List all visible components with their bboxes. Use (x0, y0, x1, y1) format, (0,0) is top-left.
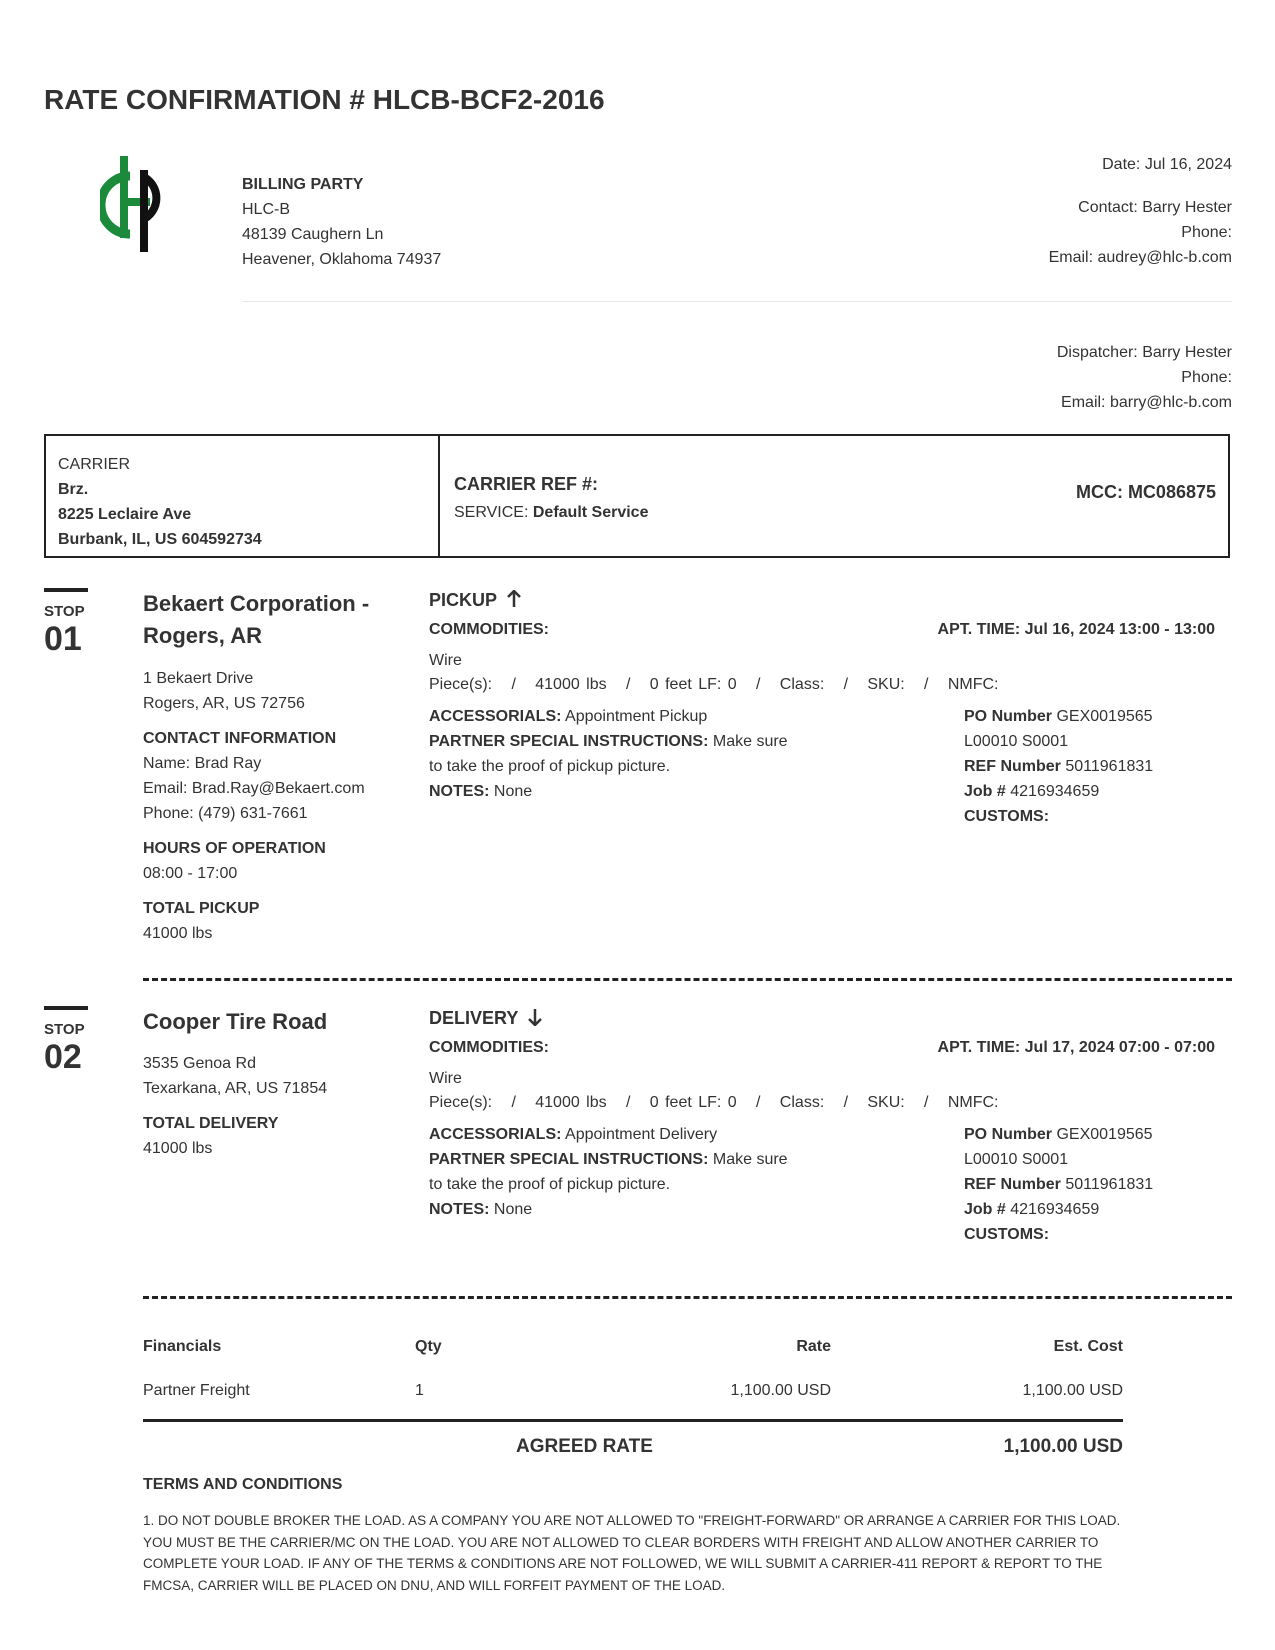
stop-details (143, 1051, 403, 1161)
notes-value: None (493, 783, 533, 800)
stop-location-name: Bekaert Corporation - Rogers, AR (143, 591, 370, 648)
apt-time: APT. TIME: Jul 16, 2024 13:00 - 13:00 (937, 621, 1215, 638)
dispatcher-phone: Phone: (1181, 369, 1232, 386)
carrier-address2: Burbank, IL, US 604592734 (58, 531, 262, 548)
header-divider (242, 301, 1232, 302)
accessorials-label: ACCESSORIALS: (429, 1126, 562, 1143)
arrow-down-icon (527, 1008, 543, 1026)
ref-value: 5011961831 (1065, 758, 1154, 775)
total-header: TOTAL PICKUP (143, 900, 260, 917)
po-label: PO Number (964, 1126, 1053, 1143)
hlc-logo-icon (100, 156, 182, 252)
accessorials-value: Appointment Delivery (565, 1126, 718, 1143)
mcc-number: MCC: MC086875 (1075, 482, 1216, 502)
billing-address2: Heavener, Oklahoma 74937 (242, 251, 442, 268)
carrier-name: Brz. (58, 481, 89, 498)
stop-separator (143, 1296, 1232, 1299)
accessorials-value: Appointment Pickup (565, 708, 708, 725)
pieces-line: Piece(s): / 41000 lbs / 0 feet LF: 0 / Class: / SKU: / NMFC: (429, 676, 999, 693)
financial-cost: 1,100.00 USD (1022, 1382, 1123, 1399)
stop-address2: Rogers, AR, US 72756 (143, 695, 305, 712)
instructions-value: Make sure to take the proof of pickup picture. (429, 1151, 788, 1193)
financial-rate: 1,100.00 USD (730, 1382, 831, 1399)
agreed-rate-label: AGREED RATE (516, 1436, 653, 1457)
financials-header: Financials (143, 1338, 222, 1355)
financials-rule (143, 1419, 1123, 1422)
apt-time: APT. TIME: Jul 17, 2024 07:00 - 07:00 (937, 1039, 1215, 1056)
commodities-label: COMMODITIES: (429, 1039, 549, 1056)
stop-type-label: DELIVERY (429, 1008, 519, 1028)
stop-address1: 3535 Genoa Rd (143, 1055, 256, 1072)
document-date: Date: Jul 16, 2024 (1102, 156, 1232, 173)
ref-label: REF Number (964, 758, 1061, 775)
qty-header: Qty (415, 1338, 442, 1355)
commodity-name: Wire (429, 652, 462, 669)
stop-number: 01 (44, 620, 82, 658)
contact-info (1049, 195, 1232, 270)
agreed-rate-value: 1,100.00 USD (1003, 1436, 1123, 1457)
total-header: TOTAL DELIVERY (143, 1115, 279, 1132)
stop-contact-phone: Phone: (479) 631-7661 (143, 805, 308, 822)
stop-number: 02 (44, 1038, 82, 1076)
stop-bar (44, 1006, 88, 1010)
arrow-up-icon (506, 590, 522, 608)
financials-header-row (143, 1338, 1123, 1372)
carrier-box (44, 434, 1230, 558)
reference-block (964, 704, 1224, 829)
service-line (454, 504, 648, 522)
carrier-address1: 8225 Leclaire Ave (58, 506, 192, 523)
billing-address1: 48139 Caughern Ln (242, 226, 384, 243)
table-row (143, 1372, 1123, 1412)
stop-contact-name: Name: Brad Ray (143, 755, 262, 772)
accessorials-block (429, 704, 789, 804)
job-value: 4216934659 (1010, 783, 1100, 800)
dispatcher-name: Dispatcher: Barry Hester (1056, 344, 1232, 361)
pieces-line: Piece(s): / 41000 lbs / 0 feet LF: 0 / Class: / SKU: / NMFC: (429, 1094, 999, 1111)
rate-header: Rate (796, 1338, 831, 1355)
stop-type (429, 590, 522, 611)
accessorials-label: ACCESSORIALS: (429, 708, 562, 725)
contact-phone: Phone: (1181, 224, 1232, 241)
total-value: 41000 lbs (143, 1140, 213, 1157)
financial-qty: 1 (415, 1382, 424, 1399)
dispatcher-email: Email: barry@hlc-b.com (1061, 394, 1232, 411)
stop-label: STOP (44, 603, 85, 620)
stop-type (429, 1008, 543, 1029)
customs-label: CUSTOMS: (964, 808, 1050, 825)
instructions-label: PARTNER SPECIAL INSTRUCTIONS: (429, 1151, 709, 1168)
job-value: 4216934659 (1010, 1201, 1100, 1218)
service-value: Default Service (532, 504, 649, 521)
stop-label: STOP (44, 1021, 85, 1038)
stop-type-label: PICKUP (429, 590, 497, 610)
stop-contact-email: Email: Brad.Ray@Bekaert.com (143, 780, 365, 797)
contact-header: CONTACT INFORMATION (143, 730, 337, 747)
ref-value: 5011961831 (1065, 1176, 1154, 1193)
stop-location-name: Cooper Tire Road (143, 1009, 328, 1034)
service-label: SERVICE: (454, 504, 529, 521)
total-value: 41000 lbs (143, 925, 213, 942)
notes-label: NOTES: (429, 783, 490, 800)
carrier-ref-label: CARRIER REF #: (454, 474, 599, 494)
reference-block (964, 1122, 1224, 1247)
contact-name: Contact: Barry Hester (1078, 199, 1232, 216)
page-title: RATE CONFIRMATION # HLCB-BCF2-2016 (44, 84, 605, 115)
terms-header: TERMS AND CONDITIONS (143, 1476, 343, 1493)
stop-address2: Texarkana, AR, US 71854 (143, 1080, 328, 1097)
stop-address1: 1 Bekaert Drive (143, 670, 254, 687)
contact-email: Email: audrey@hlc-b.com (1048, 249, 1232, 266)
terms-text: 1. DO NOT DOUBLE BROKER THE LOAD. AS A COMPANY YOU ARE NOT ALLOWED TO "FREIGHT-FORWARD" OR ARRANGE A CARRIER FOR THIS LOAD. YOU MUST BE THE CARRIER/MC ON THE LOAD. YOU ARE NOT ALLOWED TO CLEAR BORDERS WITH FREIGHT AND ALLOW ANOTHER CARRIER TO COMPLETE YOUR LOAD. IF ANY OF THE TERMS & CONDITIONS ARE NOT FOLLOWED, WE WILL SUBMIT A CARRIER-411 REPORT & REPORT TO THE FMCSA, CARRIER WILL BE PLACED ON DNU, AND WILL FORFEIT PAYMENT OF THE LOAD. (143, 1513, 1121, 1593)
stop-separator (143, 978, 1232, 981)
instructions-value: Make sure to take the proof of pickup picture. (429, 733, 788, 775)
instructions-label: PARTNER SPECIAL INSTRUCTIONS: (429, 733, 709, 750)
hours-value: 08:00 - 17:00 (143, 865, 238, 882)
billing-name: HLC-B (242, 201, 291, 218)
po-value: GEX0019565 L00010 S0001 (964, 708, 1153, 750)
commodity-name: Wire (429, 1070, 462, 1087)
hours-header: HOURS OF OPERATION (143, 840, 326, 857)
job-label: Job # (964, 1201, 1006, 1218)
po-label: PO Number (964, 708, 1053, 725)
notes-value: None (493, 1201, 533, 1218)
commodities-label: COMMODITIES: (429, 621, 549, 638)
notes-label: NOTES: (429, 1201, 490, 1218)
customs-label: CUSTOMS: (964, 1226, 1050, 1243)
carrier-label: CARRIER (58, 456, 131, 473)
po-value: GEX0019565 L00010 S0001 (964, 1126, 1153, 1168)
billing-label: BILLING PARTY (242, 176, 364, 193)
stop-details (143, 666, 403, 946)
financial-item: Partner Freight (143, 1382, 250, 1399)
accessorials-block (429, 1122, 789, 1222)
stop-bar (44, 588, 88, 592)
dispatcher-info (1057, 340, 1232, 415)
cost-header: Est. Cost (1053, 1338, 1123, 1355)
carrier-info (46, 436, 440, 556)
billing-party (242, 172, 441, 272)
job-label: Job # (964, 783, 1006, 800)
financials-table (143, 1338, 1123, 1412)
ref-label: REF Number (964, 1176, 1061, 1193)
